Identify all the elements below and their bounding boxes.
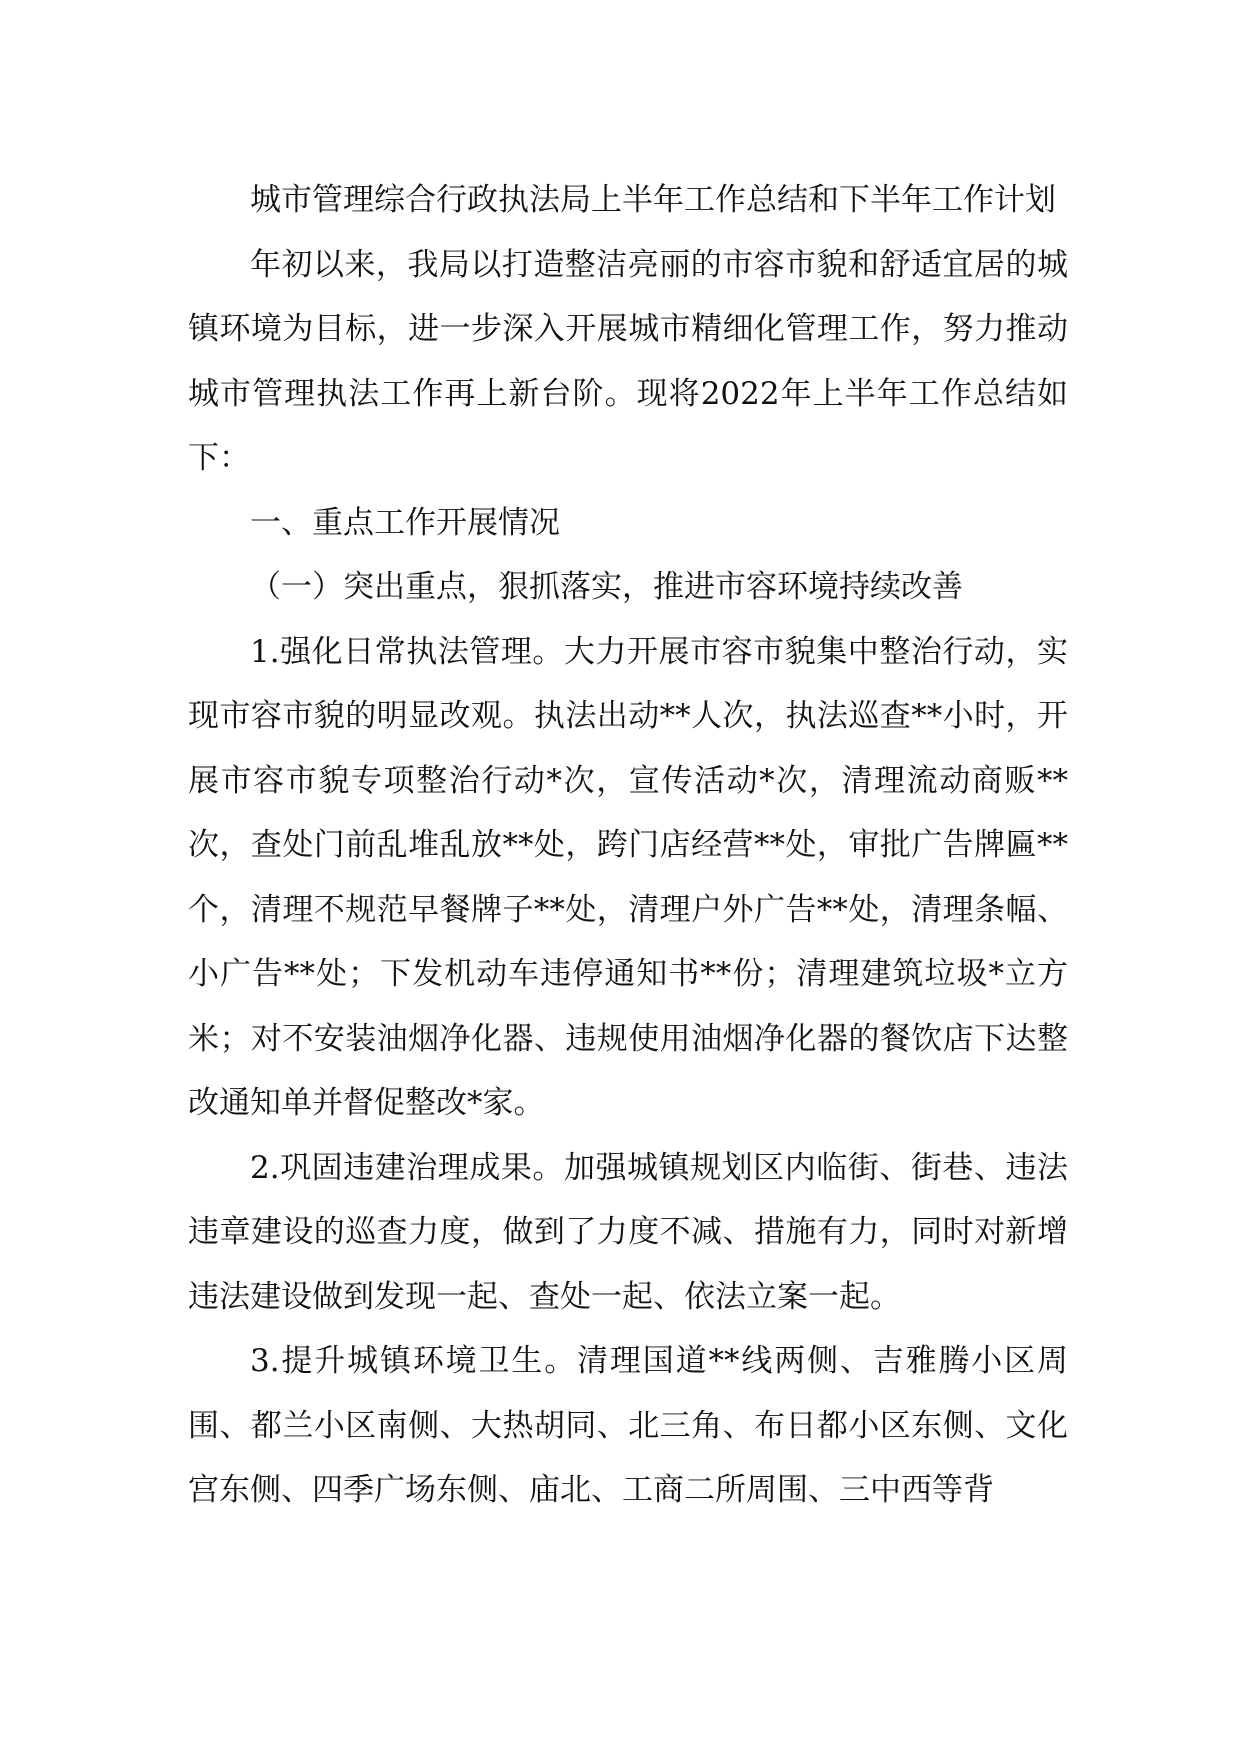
section-heading-1: 一、重点工作开展情况: [250, 504, 560, 541]
paragraph-item-2: 2.巩固违建治理成果。加强城镇规划区内临街、街巷、违法违章建设的巡查力度，做到了力度不减、措施有力，同时对新增违法建设做到发现一起、查处一起、依法立案一起。: [188, 1149, 1068, 1315]
document-body: [188, 168, 1068, 1523]
subsection-heading-1: （一）突出重点，狠抓落实，推进市容环境持续改善: [250, 569, 963, 605]
document-title: 城市管理综合行政执法局上半年工作总结和下半年工作计划: [250, 182, 1056, 218]
paragraph-item-3: 3.提升城镇环境卫生。清理国道**线两侧、吉雅腾小区周围、都兰小区南侧、大热胡同、北三角、布日都小区东侧、文化宫东侧、四季广场东侧、庙北、工商二所周围、三中西等背: [188, 1343, 1068, 1508]
paragraph-intro: 年初以来，我局以打造整洁亮丽的市容市貌和舒适宜居的城镇环境为目标，进一步深入开展城市精细化管理工作，努力推动城市管理执法工作再上新台阶。现将2022年上半年工作总结如下：: [188, 246, 1068, 476]
paragraph-item-1: 1.强化日常执法管理。大力开展市容市貌集中整治行动，实现市容市貌的明显改观。执法出动**人次，执法巡查**小时，开展市容市貌专项整治行动*次，宣传活动*次，清理流动商贩**次，查处门前乱堆乱放**处，跨门店经营**处，审批广告牌匾**个，清理不规范早餐牌子**处，清理户外广告**处，清理条幅、小广告**处；下发机动车违停通知书**份；清理建筑垃圾*立方米；对不安装油烟净化器、违规使用油烟净化器的餐饮店下达整改通知单并督促整改*家。: [188, 633, 1068, 1121]
